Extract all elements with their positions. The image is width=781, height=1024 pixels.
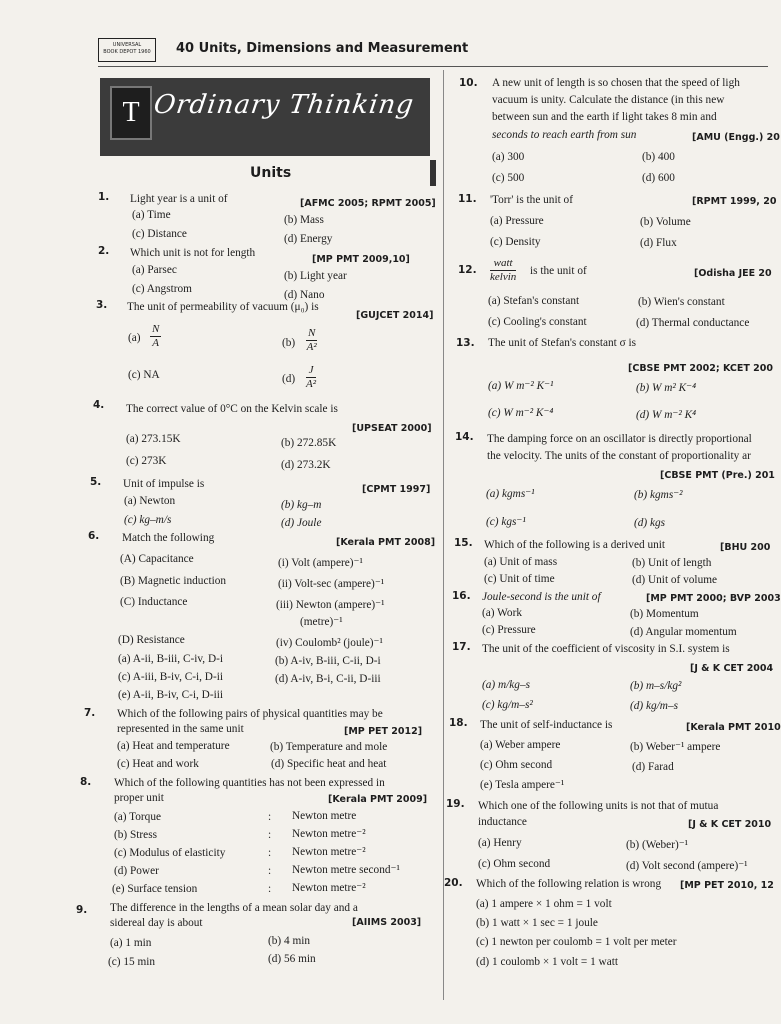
question-number: 16. — [452, 590, 471, 602]
question-text-cont: between sun and the earth if light takes 8 min and — [492, 111, 717, 123]
option-e: (e) A-ii, B-iv, C-i, D-iii — [118, 689, 224, 701]
match-right-iv: (iv) Coulomb² (joule)⁻¹ — [276, 637, 383, 649]
question-number: 9. — [76, 904, 88, 916]
question-text: Which of the following is a derived unit — [484, 539, 666, 551]
option-a: (a) A-ii, B-iii, C-iv, D-i — [118, 653, 224, 665]
match-left-b: (B) Magnetic induction — [120, 575, 227, 587]
match-right-i: (i) Volt (ampere)⁻¹ — [278, 557, 363, 569]
question-text: Joule-second is the unit of — [482, 591, 601, 603]
question-text-cont: vacuum is unity. Calculate the distance (in this new — [492, 94, 725, 106]
option-a: (a) kgms⁻¹ — [486, 488, 535, 500]
option-a: (a) Pressure — [490, 215, 544, 227]
option-a: (a) Unit of mass — [484, 556, 558, 568]
question-text: is the unit of — [530, 265, 587, 277]
option-c: (c) A-iii, B-iv, C-i, D-ii — [118, 671, 224, 683]
option-d: (d) kgs — [634, 517, 666, 529]
question-source: [MP PET 2012] — [344, 726, 423, 737]
question-number: 20. — [444, 877, 463, 889]
option-d: (d) Flux — [640, 237, 677, 249]
option-c: (c) W m⁻² K⁻⁴ — [488, 407, 554, 419]
option-b-unit: Newton metre⁻² — [292, 828, 366, 840]
option-c: (c) 1 newton per coulomb = 1 volt per meter — [476, 936, 677, 948]
question-source: [AMU (Engg.) 20 — [692, 132, 780, 143]
match-left-d: (D) Resistance — [118, 634, 185, 646]
question-number: 8. — [80, 776, 92, 788]
option-d-unit: Newton metre second⁻¹ — [292, 864, 400, 876]
option-a: (a) 1 min — [110, 937, 152, 949]
option-d: (d) 56 min — [268, 953, 316, 965]
option-b: (b) Unit of length — [632, 557, 712, 569]
question-fraction: watt kelvin — [490, 257, 517, 283]
question-source: [UPSEAT 2000] — [352, 423, 432, 434]
option-b: (b) — [282, 337, 296, 349]
option-b: (b) 400 — [642, 151, 675, 163]
question-number: 7. — [84, 707, 96, 719]
question-text: The unit of permeability of vacuum (μ₀) is — [127, 301, 319, 313]
match-right-iii-cont: (metre)⁻¹ — [300, 616, 343, 628]
option-c: (c) Ohm second — [478, 858, 551, 870]
option-d: (d) Unit of volume — [632, 574, 718, 586]
option-b: (b) Weber⁻¹ ampere — [630, 741, 721, 753]
option-b: (b) Stress — [114, 829, 157, 841]
option-b: (b) Light year — [284, 270, 347, 282]
option-d: (d) Energy — [284, 233, 333, 245]
question-source: [AFMC 2005; RPMT 2005] — [300, 198, 436, 209]
question-text: 'Torr' is the unit of — [490, 194, 573, 206]
option-c: (c) kgs⁻¹ — [486, 516, 526, 528]
option-c: (c) Ohm second — [480, 759, 553, 771]
question-source: [RPMT 1999, 20 — [692, 196, 777, 207]
option-a: (a) m/kg–s — [482, 679, 531, 691]
option-a: (a) Time — [132, 209, 171, 221]
option-b-fraction: $\frac{N}{\text{A²}}$ — [306, 327, 317, 353]
question-number: 3. — [96, 299, 108, 311]
option-c: (c) 500 — [492, 172, 525, 184]
question-source: [Odisha JEE 20 — [694, 268, 772, 279]
question-text-cont: proper unit — [114, 792, 164, 804]
option-b: (b) Mass — [284, 214, 324, 226]
match-right-ii: (ii) Volt-sec (ampere)⁻¹ — [278, 578, 385, 590]
option-b: (b) kg–m — [281, 499, 322, 511]
option-d: (d) 600 — [642, 172, 675, 184]
question-source: [CBSE PMT 2002; KCET 200 — [628, 363, 773, 374]
option-a: (a) Work — [482, 607, 522, 619]
question-text: The unit of Stefan's constant σ is — [488, 337, 637, 349]
option-b: (b) Momentum — [630, 608, 699, 620]
question-number: 11. — [458, 193, 477, 205]
question-text: Which of the following pairs of physical quantities may be — [117, 708, 383, 720]
question-text: The damping force on an oscillator is directly proportional — [487, 433, 752, 445]
question-text: The correct value of 0°C on the Kelvin scale is — [126, 403, 338, 415]
option-c: (c) Cooling's constant — [488, 316, 587, 328]
question-source: [MP PMT 2000; BVP 2003 — [646, 593, 781, 604]
option-separator: : — [268, 811, 272, 823]
option-b: (b) (Weber)⁻¹ — [626, 839, 689, 851]
question-number: 14. — [455, 431, 474, 443]
option-c: (c) Heat and work — [117, 758, 199, 770]
option-d: (d) Nano — [284, 289, 325, 301]
option-a: (a) 273.15K — [126, 433, 181, 445]
option-b: (b) m–s/kg² — [630, 680, 682, 692]
question-source: [CPMT 1997] — [362, 484, 431, 495]
question-text: Which unit is not for length — [130, 247, 256, 259]
option-b: (b) 4 min — [268, 935, 311, 947]
option-b: (b) Temperature and mole — [270, 741, 388, 753]
option-a: (a) Weber ampere — [480, 739, 561, 751]
option-c: (c) Angstrom — [132, 283, 192, 295]
question-number: 12. — [458, 264, 477, 276]
question-source: [CBSE PMT (Pre.) 201 — [660, 470, 775, 481]
option-a: (a) Newton — [124, 495, 176, 507]
option-d: (d) Farad — [632, 761, 674, 773]
question-text: Which one of the following units is not that of mutua — [478, 800, 719, 812]
publisher-logo: UNIVERSAL BOOK DEPOT 1960 — [98, 38, 156, 62]
option-d: (d) kg/m–s — [630, 700, 679, 712]
section-bar — [430, 160, 436, 186]
question-number: 5. — [90, 476, 102, 488]
option-b: (b) A-iv, B-iii, C-ii, D-i — [275, 655, 381, 667]
option-d: (d) Power — [114, 865, 159, 877]
match-left-a: (A) Capacitance — [120, 553, 194, 565]
option-c: (c) Pressure — [482, 624, 536, 636]
question-source: [AIIMS 2003] — [352, 917, 422, 928]
question-text-cont: seconds to reach earth from sun — [492, 129, 637, 141]
option-c: (c) Modulus of elasticity — [114, 847, 226, 859]
question-source: [GUJCET 2014] — [356, 310, 434, 321]
option-separator: : — [268, 865, 272, 877]
option-b: (b) W m² K⁻⁴ — [636, 382, 697, 394]
option-separator: : — [268, 829, 272, 841]
option-e: (e) Surface tension — [112, 883, 198, 895]
question-number: 17. — [452, 641, 471, 653]
question-number: 1. — [98, 191, 110, 203]
question-text: Which of the following quantities has not been expressed in — [114, 777, 385, 789]
banner-letter: T — [110, 86, 152, 140]
question-source: [MP PMT 2009,10] — [312, 254, 410, 265]
option-a-unit: Newton metre — [292, 810, 357, 822]
question-text-cont: the velocity. The units of the constant of proportionality ar — [487, 450, 751, 462]
question-number: 6. — [88, 530, 100, 542]
option-a-fraction: $\frac{N}{A}$ — [152, 323, 160, 349]
page-title: 40 Units, Dimensions and Measurement — [176, 41, 469, 56]
question-text: A new unit of length is so chosen that the speed of ligh — [492, 77, 740, 89]
match-right-iii: (iii) Newton (ampere)⁻¹ — [276, 599, 385, 611]
option-c: (c) Density — [490, 236, 541, 248]
section-title: Units — [250, 165, 292, 181]
question-text: Light year is a unit of — [130, 193, 228, 205]
option-a: (a) 1 ampere × 1 ohm = 1 volt — [476, 898, 612, 910]
question-number: 19. — [446, 798, 465, 810]
option-separator: : — [268, 847, 272, 859]
option-d: (d) 273.2K — [281, 459, 331, 471]
question-text: The difference in the lengths of a mean solar day and a — [110, 902, 358, 914]
option-c: (c) Distance — [132, 228, 187, 240]
question-text: The unit of self-inductance is — [480, 719, 613, 731]
option-a: (a) Henry — [478, 837, 522, 849]
question-source: [Kerala PMT 2008] — [336, 537, 436, 548]
option-d: (d) Angular momentum — [630, 626, 737, 638]
header-divider — [98, 66, 768, 67]
option-a: (a) — [128, 332, 141, 344]
question-source: [J & K CET 2004 — [690, 663, 774, 674]
question-text-cont: inductance — [478, 816, 527, 828]
option-c: (c) 273K — [126, 455, 167, 467]
option-b: (b) 272.85K — [281, 437, 337, 449]
option-a: (a) W m⁻² K⁻¹ — [488, 380, 554, 392]
question-number: 10. — [459, 77, 478, 89]
option-d: (d) Specific heat and heat — [271, 758, 387, 770]
question-source: [Kerala PMT 2009] — [328, 794, 428, 805]
option-a: (a) 300 — [492, 151, 525, 163]
option-d: (d) W m⁻² K⁴ — [636, 409, 697, 421]
option-b: (b) Volume — [640, 216, 691, 228]
column-divider — [443, 70, 444, 1000]
question-text: Match the following — [122, 532, 215, 544]
option-c: (c) 15 min — [108, 956, 156, 968]
match-left-c: (C) Inductance — [120, 596, 188, 608]
option-c: (c) kg–m/s — [124, 514, 172, 526]
question-number: 13. — [456, 337, 475, 349]
option-c: (c) Unit of time — [484, 573, 555, 585]
question-number: 18. — [449, 717, 468, 729]
question-source: [MP PET 2010, 12 — [680, 880, 774, 891]
option-b: (b) 1 watt × 1 sec = 1 joule — [476, 917, 598, 929]
option-d: (d) 1 coulomb × 1 volt = 1 watt — [476, 956, 619, 968]
question-text: Unit of impulse is — [123, 478, 205, 490]
question-text: Which of the following relation is wrong — [476, 878, 662, 890]
option-a: (a) Heat and temperature — [117, 740, 230, 752]
option-d-fraction: $\frac{J}{\text{A²}}$ — [306, 364, 317, 390]
option-e-unit: Newton metre⁻² — [292, 882, 366, 894]
question-text-cont: represented in the same unit — [117, 723, 244, 735]
question-number: 2. — [98, 245, 110, 257]
option-b: (b) kgms⁻² — [634, 489, 683, 501]
option-separator: : — [268, 883, 272, 895]
option-d: (d) Thermal conductance — [636, 317, 750, 329]
option-d: (d) — [282, 373, 296, 385]
option-a: (a) Parsec — [132, 264, 177, 276]
question-number: 15. — [454, 537, 473, 549]
question-text-cont: sidereal day is about — [110, 917, 203, 929]
option-a: (a) Stefan's constant — [488, 295, 580, 307]
question-source: [Kerala PMT 2010 — [686, 722, 781, 733]
question-text: The unit of the coefficient of viscosity in S.I. system is — [482, 643, 730, 655]
option-d: (d) A-iv, B-i, C-ii, D-iii — [275, 673, 381, 685]
banner-text: Ordinary Thinking — [151, 90, 417, 120]
page-header — [98, 38, 738, 66]
option-e: (e) Tesla ampere⁻¹ — [480, 779, 565, 791]
question-number: 4. — [93, 399, 105, 411]
question-source: [J & K CET 2010 — [688, 819, 772, 830]
option-c: (c) kg/m–s² — [482, 699, 533, 711]
option-b: (b) Wien's constant — [638, 296, 725, 308]
question-source: [BHU 200 — [720, 542, 771, 553]
option-c-unit: Newton metre⁻² — [292, 846, 366, 858]
option-d: (d) Joule — [281, 517, 322, 529]
option-d: (d) Volt second (ampere)⁻¹ — [626, 860, 748, 872]
option-a: (a) Torque — [114, 811, 161, 823]
option-c: (c) NA — [128, 369, 160, 381]
